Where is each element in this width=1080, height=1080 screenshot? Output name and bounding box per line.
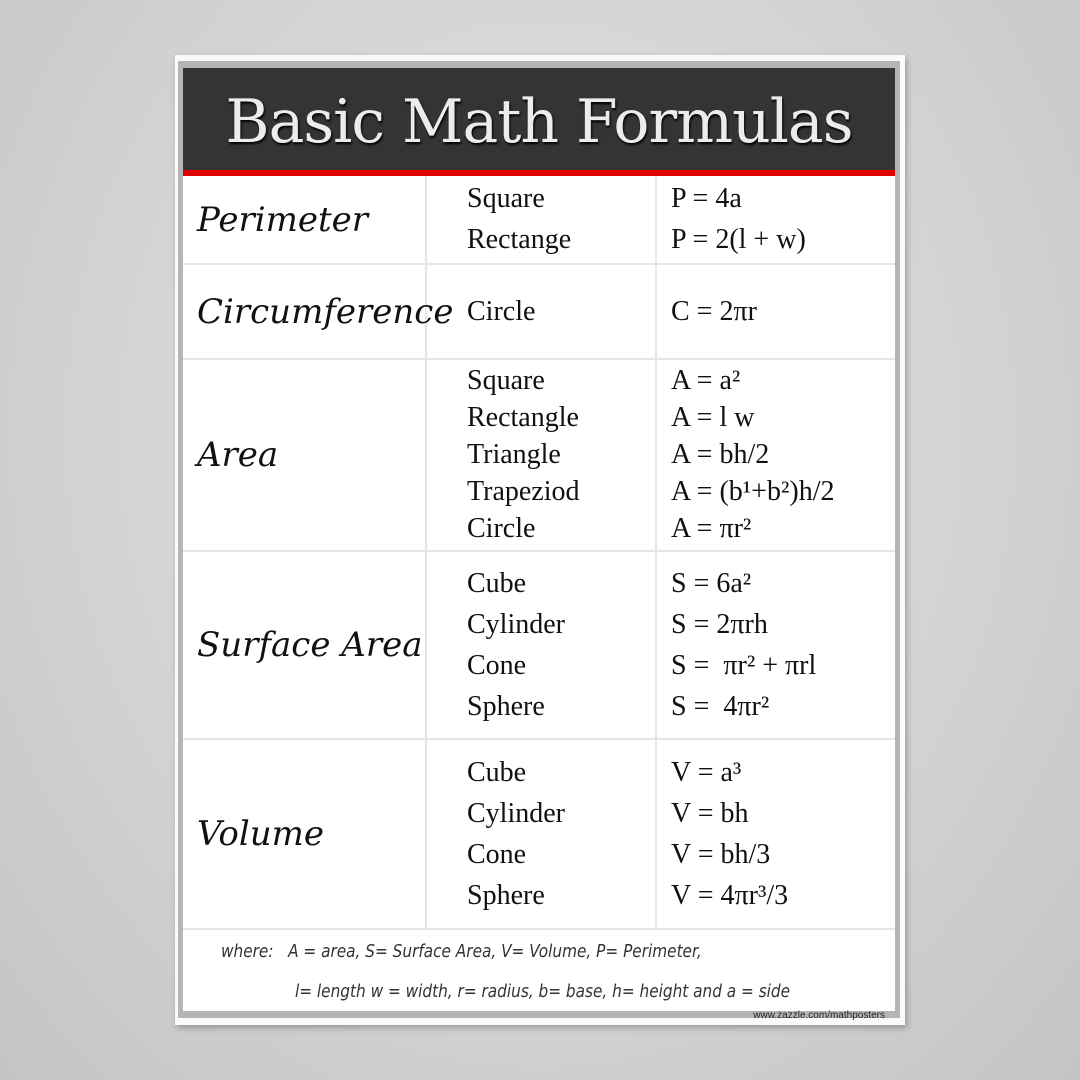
- shape-list: [427, 176, 657, 263]
- shape-name: Circle: [467, 295, 536, 327]
- table-row-area: [183, 360, 895, 552]
- formula: C = 2πr: [671, 295, 757, 327]
- legend: [183, 931, 895, 1021]
- shape-name: Square: [467, 183, 545, 214]
- formula: S = 6a²: [671, 567, 752, 599]
- table-row-surface-area: [183, 552, 895, 740]
- formula: V = 4πr³/3: [671, 879, 789, 911]
- poster-title: Basic Math Formulas: [225, 87, 853, 157]
- formula: A = bh/2: [671, 439, 770, 470]
- formula: V = bh: [671, 797, 749, 829]
- formula: V = a³: [671, 756, 742, 788]
- shape-name: Cone: [467, 649, 527, 681]
- shape-list: [427, 552, 657, 738]
- shape-name: Triangle: [467, 439, 561, 470]
- shape-name: Trapeziod: [467, 476, 580, 507]
- formula-list: [657, 360, 895, 550]
- formula: S = 2πrh: [671, 608, 768, 640]
- legend-line-1: where: A = area, S= Surface Area, V= Volume, P= Perimeter,: [221, 941, 702, 962]
- shape-name: Cube: [467, 567, 527, 599]
- category-label: Volume: [183, 740, 427, 928]
- formula: A = a²: [671, 365, 741, 396]
- formula-list: [657, 740, 895, 928]
- table-row-perimeter: [183, 176, 895, 265]
- poster: [175, 55, 905, 1025]
- shape-name: Sphere: [467, 690, 545, 722]
- shape-list: [427, 265, 657, 358]
- shape-name: Sphere: [467, 879, 545, 911]
- formula: S = 4πr²: [671, 690, 770, 722]
- shape-name: Rectange: [467, 224, 572, 255]
- formula: S = πr² + πrl: [671, 649, 817, 681]
- shape-list: [427, 740, 657, 928]
- formula: A = (b¹+b²)h/2: [671, 476, 835, 507]
- shape-list: [427, 360, 657, 550]
- shape-name: Circle: [467, 513, 536, 544]
- table-row-circumference: [183, 265, 895, 360]
- poster-frame: [178, 61, 900, 1021]
- poster-content: [183, 68, 895, 1021]
- category-label: Area: [183, 360, 427, 550]
- shape-name: Cone: [467, 838, 527, 870]
- formula: A = πr²: [671, 513, 752, 544]
- category-label: Perimeter: [183, 176, 427, 263]
- formula: V = bh/3: [671, 838, 771, 870]
- shape-name: Square: [467, 365, 545, 396]
- shape-name: Cube: [467, 756, 527, 788]
- category-label: Surface Area: [183, 552, 427, 738]
- formula: P = 4a: [671, 183, 742, 214]
- table-row-volume: [183, 740, 895, 930]
- category-label: Circumference: [183, 265, 427, 358]
- formula-list: [657, 265, 895, 358]
- formula: P = 2(l + w): [671, 224, 806, 255]
- title-banner: [183, 68, 895, 170]
- shape-name: Cylinder: [467, 797, 565, 829]
- legend-line-2: l= length w = width, r= radius, b= base, h= height and a = side: [295, 981, 791, 1002]
- formula-list: [657, 552, 895, 738]
- formula: A = l w: [671, 402, 755, 433]
- shape-name: Rectangle: [467, 402, 579, 433]
- formula-list: [657, 176, 895, 263]
- shape-name: Cylinder: [467, 608, 565, 640]
- credit-url: www.zazzle.com/mathposters: [753, 1010, 885, 1021]
